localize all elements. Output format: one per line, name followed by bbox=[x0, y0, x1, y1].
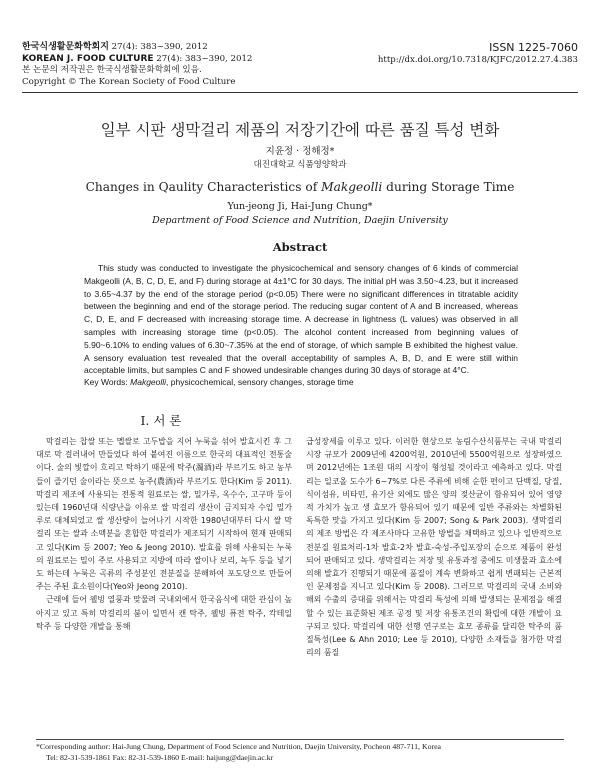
copyright-en: Copyright © The Korean Society of Food Culture bbox=[22, 76, 236, 87]
keywords-label: Key Words: bbox=[84, 377, 131, 387]
authors-korean: 지윤정 · 정해정* bbox=[265, 146, 335, 157]
footnote-contact: Tel: 82-31-539-1861 Fax: 82-31-539-1860 E-mail: haijung@daejin.ac.kr bbox=[46, 752, 274, 762]
paragraph: 급성장세를 이루고 있다. 이러한 현상으로 농림수산식품부는 국내 막걸리 시장 규모가 2009년에 4200억원, 2010년에 5500억원으로 성장하였으며 2012년에는 1조원 대의 시장이 형성될 것이라고 예측하고 있다. 막걸리는 일코올 도수가 6~7%로 다른 주류에 비해 순한 편이고 단백질, 당질, 식이섬유, 비타민, 유기산 외에도 많은 양의 젖산균이 함유되어 있어 영양적 가치가 높고 생 효모가 함유되어 있기 때문에 일반 주류와는 차별화된 독특한 맛을 가지고 있다(Kim 등 2007; Song & Park 2003). 생막걸리의 제조 방법은 각 제조사마다 고유한 방법을 채택하고 있으나 일반적으로 전분질 원료처리-1차 발효-2차 발효-숙성-주입포장의 순으로 제품이 완성되어 판매되고 있다. 생막걸리는 저장 및 유통과정 중에도 미생물과 효소에 의해 발효가 진행되기 때문에 품질이 계속 변화하고 쉽게 변패되는 근본적인 문제점을 지니고 있다(Kim 등 2008). 그러므로 막걸리의 국내 소비와 해외 수출의 증대를 위해서는 막걸리 특성에 의해 발생되는 문제점을 해결할 수 있는 표준화된 제조 공정 및 저장 유통조건의 확립에 대한 개발이 요구되고 있다. 막걸리에 대한 선행 연구로는 효모 종류를 달리한 탁주의 품질특성(Lee & Ahn 2010; Lee 등 2010), 다양한 소재들을 첨가한 막걸리의 품질 bbox=[306, 437, 562, 658]
affiliation-english: Department of Food Science and Nutrition, Daejin University bbox=[152, 215, 448, 226]
journal-title-ko: 한국식생활문화학회지 bbox=[22, 42, 109, 52]
abstract-text: This study was conducted to investigate the physicochemical and sensory changes of 6 kinds of commercial Makgeolli (A, B, C, D, E, and F) during storage at 4±1°C for 30 days. The initial pH was 3.50~4.23, but it increased to 3.65~4.37 by the end of the storage period (p<0.05) There were no significant differences in titratable acidity between the beginning and end of the storage period. The reducing sugar content of A and B increased, whereas C, D, E, and F decreased with increasing storage time. A decrease in lightness (L values) was observed in all samples with increasing storage time (p<0.05). The alcohol content increased from beginning values of 5.90~6.10% to ending values of 6.30~7.35% at the end of storage, of which sample B exhibited the highest value. A sensory evaluation test revealed that the overall acceptability of samples A, B, D, and E were still within acceptable limits, but samples C and F showed undesirable changes during 30 days of storage at 4°C. bbox=[84, 263, 518, 376]
issn: ISSN 1225-7060 bbox=[489, 41, 578, 54]
keywords-italic: Makgeolli bbox=[130, 377, 167, 387]
body-column-right bbox=[306, 435, 562, 659]
footnote-author: *Corresponding author: Hai-Jung Chung, Department of Food Science and Nutrition, Daejin University, Pocheon 487-711, Korea bbox=[36, 742, 441, 751]
authors-english: Yun-jeong Ji, Hai-Jung Chung* bbox=[227, 201, 373, 212]
header-rule bbox=[22, 92, 578, 93]
abstract-heading: Abstract bbox=[272, 240, 328, 254]
keywords-rest: , physicochemical, sensory changes, storage time bbox=[166, 377, 354, 387]
journal-issue-ko: 27(4): 383~390, 2012 bbox=[108, 42, 208, 52]
title-en-italic: Makgeolli bbox=[321, 180, 383, 194]
journal-issue-en: 27(4): 383~390, 2012 bbox=[153, 53, 253, 64]
journal-header bbox=[22, 42, 342, 88]
title-english bbox=[0, 180, 600, 194]
paragraph: 근래에 들어 웰빙 열풍과 맞물려 국내외에서 한국음식에 대한 관심이 높아지고 있고 특히 막걸리의 붐이 일면서 캔 탁주, 웰빙 퓨전 탁주, 칵테일 탁주 등 다양한 개발을 통해 bbox=[36, 595, 292, 631]
footnote bbox=[36, 742, 576, 763]
section-heading-introduction: I. 서 론 bbox=[140, 413, 182, 428]
issn-block bbox=[378, 42, 578, 66]
title-korean: 일부 시판 생막걸리 제품의 저장기간에 따른 품질 특성 변화 bbox=[100, 121, 500, 139]
title-en-part2: during Storage Time bbox=[382, 180, 515, 194]
footnote-rule bbox=[36, 739, 564, 740]
title-en-part1: Changes in Qaulity Characteristics of bbox=[85, 180, 322, 194]
affiliation-korean: 대진대학교 식품영양학과 bbox=[253, 160, 347, 170]
journal-title-en: KOREAN J. FOOD CULTURE bbox=[22, 53, 154, 64]
body-column-left bbox=[36, 435, 292, 633]
doi-link[interactable]: http://dx.doi.org/10.7318/KJFC/2012.27.4.383 bbox=[377, 55, 578, 65]
copyright-ko: 본 논문의 저작권은 한국식생활문화학회에 있음. bbox=[22, 65, 202, 75]
paragraph: 막걸리는 찹쌀 또는 멥쌀로 고두밥을 지어 누룩을 섞어 발효시킨 후 그대로 막 걸러내어 만들었다 하여 붙여진 이름으로 한국의 대표적인 전통술이다. 술의 빛깔이 흐리고 탁하기 때문에 탁주(濁酒)라 부르기도 하고 농부들이 즐기던 술이라는 뜻으로 농주(農酒)라 부르기도 한다(Kim 등 2011). 막걸리 제조에 사용되는 전통적 원료로는 쌀, 밀가루, 옥수수, 고구마 등이 있는데 1960년대 식량난을 이유로 쌀 막걸리 생산이 금지되자 수입 밀가루로 대체되었고 쌀 생산량이 늘어나기 시작한 1980년대부터 다시 쌀 막걸리 또는 쌀과 소맥분을 혼합한 막걸리가 제조되기 시작하여 현재 판매되고 있다(Kim 등 2007; Yeo & Jeong 2010). 발효를 위해 사용되는 누룩의 원료로는 밀이 주로 사용되고 지방에 따라 쌀이나 보리, 녹두 등을 넣기도 하는데 누룩은 곡류의 주성분인 전분질을 분해하여 포도당으로 만들어 주는 주된 효소원이다(Yeo와 Jeong 2010). bbox=[36, 437, 292, 592]
keywords bbox=[84, 377, 524, 387]
